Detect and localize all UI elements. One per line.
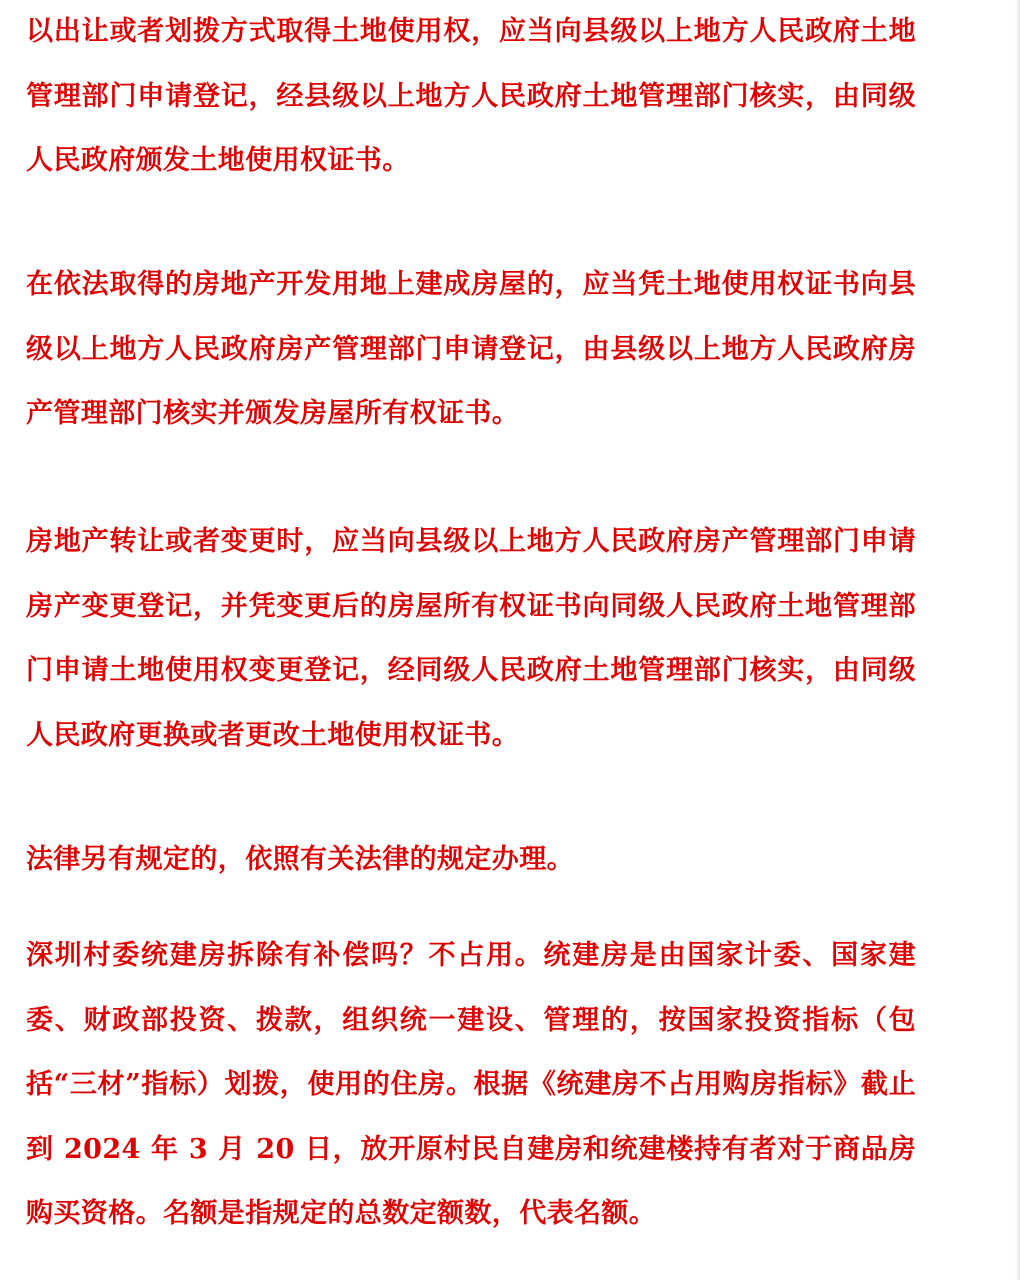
paragraph-other-legal-provisions: 法律另有规定的，依照有关法律的规定办理。 bbox=[26, 844, 574, 875]
page-edge-shadow bbox=[1015, 0, 1020, 1280]
paragraph-transfer-change-registration: 房地产转让或者变更时，应当向县级以上地方人民政府房产管理部门申请房产变更登记，并凭变更后的房屋所有权证书向同级人民政府土地管理部门申请土地使用权变更登记，经同级人民政府土地管理部门核实，由同级人民政府更换或者更改土地使用权证书。 bbox=[26, 526, 916, 751]
paragraph-shenzhen-unified-housing: 深圳村委统建房拆除有补偿吗？不占用。统建房是由国家计委、国家建委、财政部投资、拨款，组织统一建设、管理的，按国家投资指标（包括“三材”指标）划拨，使用的住房。根据《统建房不占用购房指标》截止到 2024 年 3 月 20 日，放开原村民自建房和统建楼持有者对于商品房购买资格。名额是指规定的总数定额数，代表名额。 bbox=[26, 940, 916, 1229]
paragraph-land-use-registration: 以出让或者划拨方式取得土地使用权，应当向县级以上地方人民政府土地管理部门申请登记，经县级以上地方人民政府土地管理部门核实，由同级人民政府颁发土地使用权证书。 bbox=[26, 16, 916, 176]
paragraph-house-ownership-registration: 在依法取得的房地产开发用地上建成房屋的，应当凭土地使用权证书向县级以上地方人民政府房产管理部门申请登记，由县级以上地方人民政府房产管理部门核实并颁发房屋所有权证书。 bbox=[26, 269, 916, 429]
